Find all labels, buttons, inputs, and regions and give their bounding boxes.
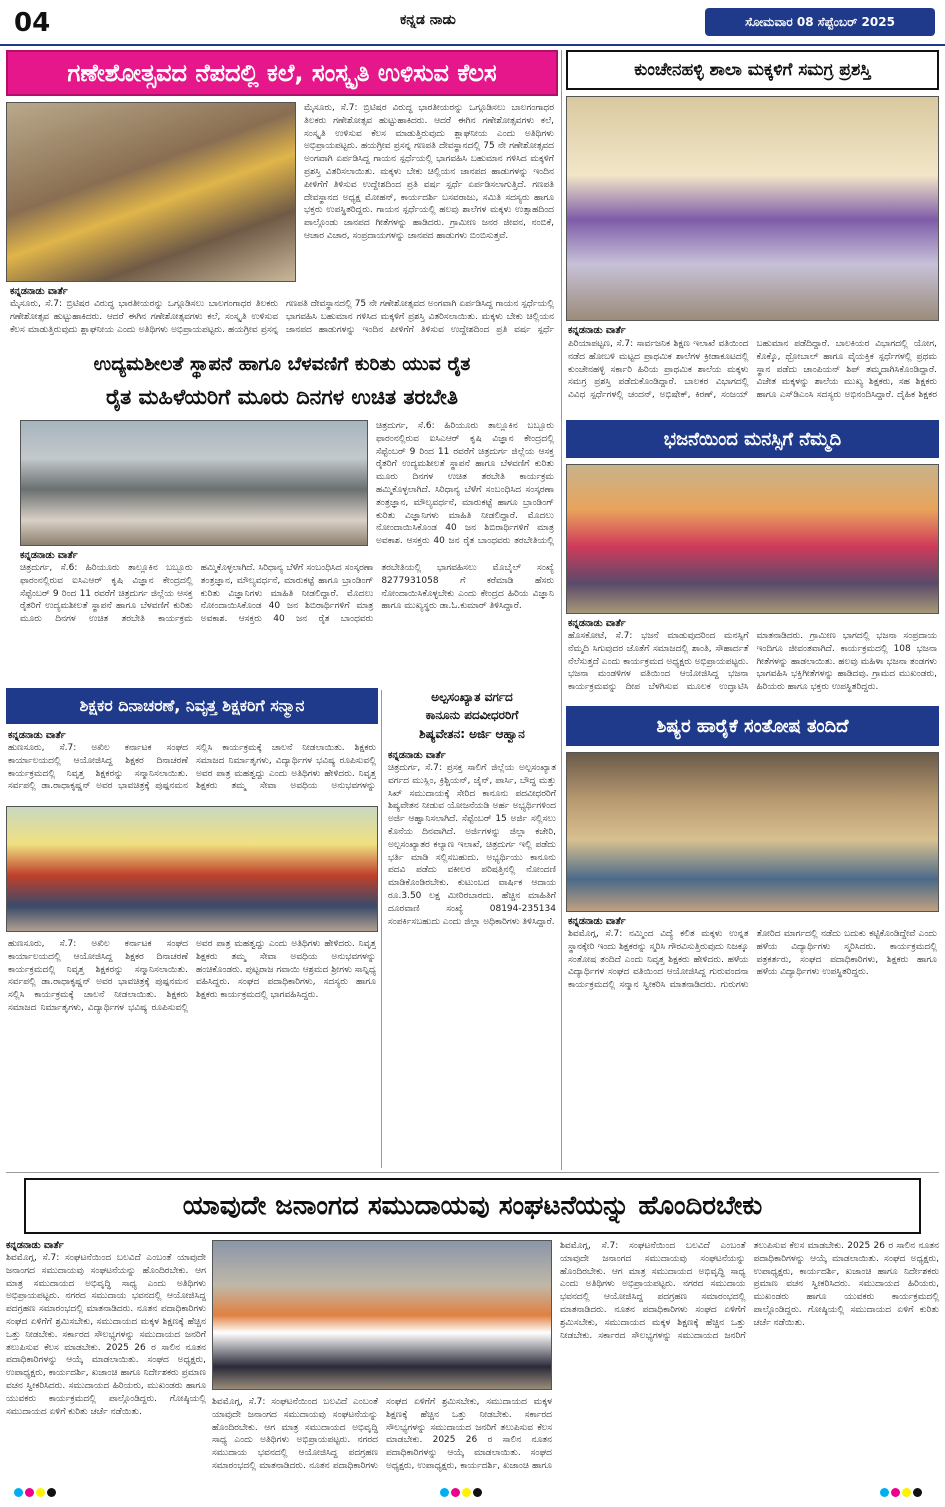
photo-ganeshotsava-prize-distribution bbox=[6, 102, 296, 282]
article-udyamashilate bbox=[6, 348, 558, 684]
body-yavude-under-photo: ಶಿವಮೊಗ್ಗ, ಸೆ.7: ಸಂಘಟನೆಯಿಂದ ಬಲವಿದೆ ಎಂಬಂತೆ ಯಾವುದೇ ಜನಾಂಗದ ಸಮುದಾಯವು ಸಂಘಟನೆಯನ್ನು ಹೊಂದಿರಬೇಕು. ಆಗ ಮಾತ್ರ ಸಮುದಾಯದ ಅಭಿವೃದ್ಧಿ ಸಾಧ್ಯ ಎಂದು ಅತಿಥಿಗಳು ಅಭಿಪ್ರಾಯಪಟ್ಟರು. ನಗರದ ಸಮುದಾಯ ಭವನದಲ್ಲಿ ಆಯೋಜಿಸಿದ್ದ ಪದಗ್ರಹಣ ಸಮಾರಂಭದಲ್ಲಿ ಮಾತನಾಡಿದರು. ನೂತನ ಪದಾಧಿಕಾರಿಗಳು ಸಂಘದ ಏಳಿಗೆಗೆ ಶ್ರಮಿಸಬೇಕು, ಸಮುದಾಯದ ಮಕ್ಕಳ ಶಿಕ್ಷಣಕ್ಕೆ ಹೆಚ್ಚಿನ ಒತ್ತು ನೀಡಬೇಕು. ಸರ್ಕಾರದ ಸೌಲಭ್ಯಗಳನ್ನು ಸಮುದಾಯದ ಜನರಿಗೆ ತಲುಪಿಸುವ ಕೆಲಸ ಮಾಡಬೇಕು. 2025 26 ರ ಸಾಲಿನ ನೂತನ ಪದಾಧಿಕಾರಿಗಳನ್ನು ಆಯ್ಕೆ ಮಾಡಲಾಯಿತು. ಸಂಘದ ಅಧ್ಯಕ್ಷರು, ಉಪಾಧ್ಯಕ್ಷರು, ಕಾರ್ಯದರ್ಶಿ, ಖಜಾಂಚಿ ಹಾಗೂ bbox=[212, 1397, 552, 1471]
headline-udyamashilate-line1: ಉದ್ಯಮಶೀಲತೆ ಸ್ಥಾಪನೆ ಹಾಗೂ ಬೆಳವಣಿಗೆ ಕುರಿತು ಯುವ ರೈತ bbox=[6, 348, 558, 380]
article-alpasankhyata bbox=[386, 688, 558, 1168]
headline-bhajane: ಭಜನೆಯಿಂದ ಮನಸ್ಸಿಗೆ ನೆಮ್ಮದಿ bbox=[566, 420, 939, 458]
body-bhajane: ಹೊಸಕೋಟೆ, ಸೆ.7: ಭಜನೆ ಮಾಡುವುದರಿಂದ ಮನಸ್ಸಿಗೆ ನೆಮ್ಮದಿ ಸಿಗುವುದರ ಜೊತೆಗೆ ಸಮಾಜದಲ್ಲಿ ಶಾಂತಿ, ಸೌಹಾರ್ದತೆ ನೆಲೆಸುತ್ತದೆ ಎಂದು ಕಾರ್ಯಕ್ರಮದ ಅಧ್ಯಕ್ಷರು ಅಭಿಪ್ರಾಯಪಟ್ಟರು. ಭಜನಾ ಮಂಡಳಿಗಳ ವತಿಯಿಂದ ಆಯೋಜಿಸಿದ್ದ ಭಜನಾ ಕಾರ್ಯಕ್ರಮವನ್ನು ದೀಪ ಬೆಳಗಿಸುವ ಮೂಲಕ ಉದ್ಘಾಟಿಸಿ ಮಾತನಾಡಿದರು. ಗ್ರಾಮೀಣ ಭಾಗದಲ್ಲಿ ಭಜನಾ ಸಂಪ್ರದಾಯ ಇಂದಿಗೂ ಜೀವಂತವಾಗಿದೆ. ಕಾರ್ಯಕ್ರಮದಲ್ಲಿ 108 ಭಜನಾ ಗೀತೆಗಳನ್ನು ಹಾಡಲಾಯಿತು. ಹಲವು ಮಹಿಳಾ ಭಜನಾ ತಂಡಗಳು ಭಾಗವಹಿಸಿ ಭಕ್ತಿಗೀತೆಗಳನ್ನು ಹಾಡಿದವು. ಗ್ರಾಮದ ಮುಖಂಡರು, ಹಿರಿಯರು ಹಾಗೂ ಭಕ್ತರು ಉಪಸ್ಥಿತರಿದ್ದರು. bbox=[568, 631, 937, 693]
body-shikshakara: ಹುಣಸೂರು, ಸೆ.7: ಅಖಿಲ ಕರ್ನಾಟಕ ಸಂಘದ ಕಾರ್ಯಾಲಯದಲ್ಲಿ ಆಯೋಜಿಸಿದ್ದ ಶಿಕ್ಷಕರ ದಿನಾಚರಣೆ ಕಾರ್ಯಕ್ರಮದಲ್ಲಿ ನಿವೃತ್ತ ಶಿಕ್ಷಕರನ್ನು ಸನ್ಮಾನಿಸಲಾಯಿತು. ಸರ್ವಪಲ್ಲಿ ಡಾ.ರಾಧಾಕೃಷ್ಣನ್ ಅವರ ಭಾವಚಿತ್ರಕ್ಕೆ ಪುಷ್ಪನಮನ ಸಲ್ಲಿಸಿ ಕಾರ್ಯಕ್ರಮಕ್ಕೆ ಚಾಲನೆ ನೀಡಲಾಯಿತು. ಶಿಕ್ಷಕರು ಸಮಾಜದ ನಿರ್ಮಾತೃಗಳು, ವಿದ್ಯಾರ್ಥಿಗಳ ಭವಿಷ್ಯ ರೂಪಿಸುವಲ್ಲಿ ಅವರ ಪಾತ್ರ ಮಹತ್ವದ್ದು ಎಂದು ಅತಿಥಿಗಳು ಹೇಳಿದರು. ನಿವೃತ್ತ ಶಿಕ್ಷಕರು ತಮ್ಮ ಸೇವಾ ಅವಧಿಯ ಅನುಭವಗಳನ್ನು ಹಂಚಿಕೊಂಡರು. ಪುಟ್ಟರಾಜ ಗವಾಯಿ ಆಶ್ರಮದ ಶ್ರೀಗಳು ಸಾನ್ನಿಧ್ಯ ವಹಿಸಿದ್ದರು. ಸಂಘದ ಪದಾಧಿಕಾರಿಗಳು, ಸದಸ್ಯರು ಹಾಗೂ ಶಿಕ್ಷಕರು ಕಾರ್ಯಕ್ರಮದಲ್ಲಿ ಭಾಗವಹಿಸಿದ್ದರು. bbox=[8, 939, 376, 1013]
headline-alpasankhyata-line2: ಕಾನೂನು ಪದವೀಧರರಿಗೆ bbox=[386, 706, 558, 724]
byline-shikshakara: ಕನ್ನಡನಾಡು ವಾರ್ತೆ bbox=[8, 730, 66, 741]
body-shikshakara-intro: ಹುಣಸೂರು, ಸೆ.7: ಅಖಿಲ ಕರ್ನಾಟಕ ಸಂಘದ ಕಾರ್ಯಾಲಯದಲ್ಲಿ ಆಯೋಜಿಸಿದ್ದ ಶಿಕ್ಷಕರ ದಿನಾಚರಣೆ ಕಾರ್ಯಕ್ರಮದಲ್ಲಿ ನಿವೃತ್ತ ಶಿಕ್ಷಕರನ್ನು ಸನ್ಮಾನಿಸಲಾಯಿತು. ಸರ್ವಪಲ್ಲಿ ಡಾ.ರಾಧಾಕೃಷ್ಣನ್ ಅವರ ಭಾವಚಿತ್ರಕ್ಕೆ ಪುಷ್ಪನಮನ ಸಲ್ಲಿಸಿ ಕಾರ್ಯಕ್ರಮಕ್ಕೆ ಚಾಲನೆ ನೀಡಲಾಯಿತು. ಶಿಕ್ಷಕರು ಸಮಾಜದ ನಿರ್ಮಾತೃಗಳು, ವಿದ್ಯಾರ್ಥಿಗಳ ಭವಿಷ್ಯ ರೂಪಿಸುವಲ್ಲಿ ಅವರ ಪಾತ್ರ ಮಹತ್ವದ್ದು ಎಂದು ಅತಿಥಿಗಳು ಹೇಳಿದರು. ನಿವೃತ್ತ ಶಿಕ್ಷಕರು ತಮ್ಮ ಸೇವಾ ಅವಧಿಯ ಅನುಭವಗಳನ್ನು bbox=[8, 743, 376, 792]
headline-yavude: ಯಾವುದೇ ಜನಾಂಗದ ಸಮುದಾಯವು ಸಂಘಟನೆಯನ್ನು ಹೊಂದಿರಬೇಕು bbox=[24, 1178, 921, 1234]
headline-shikshakara: ಶಿಕ್ಷಕರ ದಿನಾಚರಣೆ, ನಿವೃತ್ತ ಶಿಕ್ಷಕರಿಗೆ ಸನ್ಮಾನ bbox=[6, 688, 378, 724]
article-kunchenahalli bbox=[566, 50, 939, 415]
byline-bhajane: ಕನ್ನಡನಾಡು ವಾರ್ತೆ bbox=[568, 618, 626, 629]
body-ganeshotsava-side: ಮೈಸೂರು, ಸೆ.7: ಬ್ರಿಟಿಷರ ವಿರುದ್ಧ ಭಾರತೀಯರನ್ನು ಒಗ್ಗೂಡಿಸಲು ಬಾಲಗಂಗಾಧರ ತಿಲಕರು ಗಣೇಶೋತ್ಸವ ಹುಟ್ಟುಹಾಕಿದರು. ಆದರೆ ಈಗಿನ ಗಣೇಶೋತ್ಸವಗಳು ಕಲೆ, ಸಂಸ್ಕೃತಿ ಉಳಿಸುವ ಕೆಲಸ ಮಾಡುತ್ತಿರುವುದು ಶ್ಲಾಘನೀಯ ಎಂದು ಅತಿಥಿಗಳು ಅಭಿಪ್ರಾಯಪಟ್ಟರು. ಹಯಗ್ರೀವ ಪ್ರಸನ್ನ ಗಣಪತಿ ದೇವಸ್ಥಾನದಲ್ಲಿ 75 ನೇ ಗಣೇಶೋತ್ಸವದ ಅಂಗವಾಗಿ ಏರ್ಪಡಿಸಿದ್ದ ಗಾಯನ ಸ್ಪರ್ಧೆಯಲ್ಲಿ ಭಾಗವಹಿಸಿ ಬಹುಮಾನ ಗಳಿಸಿದ ಮಕ್ಕಳಿಗೆ ಪ್ರಶಸ್ತಿ ವಿತರಿಸಲಾಯಿತು. ಮಕ್ಕಳು ಬೇಕು ಚಿಲ್ಲಿಯನ ಜಾನಪದ ಹಾಡುಗಳನ್ನು ಇಂದಿನ ಪೀಳಿಗೆಗೆ ತಿಳಿಸುವ ಉದ್ದೇಶದಿಂದ ಪ್ರತಿ ವರ್ಷ ಸ್ಪರ್ಧೆ ಏರ್ಪಡಿಸಲಾಗುತ್ತಿದೆ. ಗಣಪತಿ ದೇವಸ್ಥಾನದ ಅಧ್ಯಕ್ಷ ಮೋಹನ್, ಕಾರ್ಯದರ್ಶಿ ಬಸವರಾಜು, ಸಮಿತಿ ಸದಸ್ಯರು ಹಾಗೂ ಭಕ್ತರು ಉಪಸ್ಥಿತರಿದ್ದರು. ಗಾಯನ ಸ್ಪರ್ಧೆಯಲ್ಲಿ ಹಲವು ಶಾಲೆಗಳ ಮಕ್ಕಳು ಉತ್ಸಾಹದಿಂದ ಪಾಲ್ಗೊಂಡು ಜಾನಪದ ಗೀತೆಗಳನ್ನು ಹಾಡಿದರು. ಗ್ರಾಮೀಣ ಜನರ ಜೀವನ, ನಂಬಿಕೆ, ಆಚಾರ ವಿಚಾರ, ಸಂಪ್ರದಾಯಗಳನ್ನು ಜಾನಪದ ಹಾಡುಗಳು ಬಿಂಬಿಸುತ್ತವೆ. bbox=[304, 103, 554, 241]
photo-shikshakara-felicitation bbox=[6, 806, 378, 932]
headline-shishyara: ಶಿಷ್ಯರ ಹಾರೈಕೆ ಸಂತೋಷ ತಂದಿದೆ bbox=[566, 706, 939, 746]
body-yavude-left: ಶಿವಮೊಗ್ಗ, ಸೆ.7: ಸಂಘಟನೆಯಿಂದ ಬಲವಿದೆ ಎಂಬಂತೆ ಯಾವುದೇ ಜನಾಂಗದ ಸಮುದಾಯವು ಸಂಘಟನೆಯನ್ನು ಹೊಂದಿರಬೇಕು. ಆಗ ಮಾತ್ರ ಸಮುದಾಯದ ಅಭಿವೃದ್ಧಿ ಸಾಧ್ಯ ಎಂದು ಅತಿಥಿಗಳು ಅಭಿಪ್ರಾಯಪಟ್ಟರು. ನಗರದ ಸಮುದಾಯ ಭವನದಲ್ಲಿ ಆಯೋಜಿಸಿದ್ದ ಪದಗ್ರಹಣ ಸಮಾರಂಭದಲ್ಲಿ ಮಾತನಾಡಿದರು. ನೂತನ ಪದಾಧಿಕಾರಿಗಳು ಸಂಘದ ಏಳಿಗೆಗೆ ಶ್ರಮಿಸಬೇಕು, ಸಮುದಾಯದ ಮಕ್ಕಳ ಶಿಕ್ಷಣಕ್ಕೆ ಹೆಚ್ಚಿನ ಒತ್ತು ನೀಡಬೇಕು. ಸರ್ಕಾರದ ಸೌಲಭ್ಯಗಳನ್ನು ಸಮುದಾಯದ ಜನರಿಗೆ ತಲುಪಿಸುವ ಕೆಲಸ ಮಾಡಬೇಕು. 2025 26 ರ ಸಾಲಿನ ನೂತನ ಪದಾಧಿಕಾರಿಗಳನ್ನು ಆಯ್ಕೆ ಮಾಡಲಾಯಿತು. ಸಂಘದ ಅಧ್ಯಕ್ಷರು, ಉಪಾಧ್ಯಕ್ಷರು, ಕಾರ್ಯದರ್ಶಿ, ಖಜಾಂಚಿ ಹಾಗೂ ನಿರ್ದೇಶಕರು ಪ್ರಮಾಣ ವಚನ ಸ್ವೀಕರಿಸಿದರು. ಸಮುದಾಯದ ಹಿರಿಯರು, ಮುಖಂಡರು ಹಾಗೂ ಯುವಕರು ಕಾರ್ಯಕ್ರಮದಲ್ಲಿ ಪಾಲ್ಗೊಂಡಿದ್ದರು. ಗೋಷ್ಠಿಯಲ್ಲಿ ಸಮುದಾಯದ ಏಳಿಗೆ ಕುರಿತು ಚರ್ಚೆ ನಡೆಯಿತು. bbox=[6, 1253, 206, 1417]
section-rule bbox=[6, 1172, 939, 1173]
body-shishyara: ಶಿವಮೊಗ್ಗ, ಸೆ.7: ನಮ್ಮಿಂದ ವಿದ್ಯೆ ಕಲಿತ ಮಕ್ಕಳು ಉನ್ನತ ಸ್ಥಾನಕ್ಕೇರಿ ಇಂದು ಶಿಕ್ಷಕರನ್ನು ಸ್ಮರಿಸಿ ಗೌರವಿಸುತ್ತಿರುವುದು ನಿಜಕ್ಕೂ ಸಂತೋಷ ತಂದಿದೆ ಎಂದು ನಿವೃತ್ತ ಶಿಕ್ಷಕರು ಹೇಳಿದರು. ಹಳೆಯ ವಿದ್ಯಾರ್ಥಿಗಳ ಸಂಘದ ವತಿಯಿಂದ ಆಯೋಜಿಸಿದ್ದ ಗುರುವಂದನಾ ಕಾರ್ಯಕ್ರಮದಲ್ಲಿ ಸನ್ಮಾನ ಸ್ವೀಕರಿಸಿ ಮಾತನಾಡಿದರು. ಗುರುಗಳು ತೋರಿದ ಮಾರ್ಗದಲ್ಲಿ ನಡೆದು ಬದುಕು ಕಟ್ಟಿಕೊಂಡಿದ್ದೇವೆ ಎಂದು ಹಳೆಯ ವಿದ್ಯಾರ್ಥಿಗಳು ಸ್ಮರಿಸಿದರು. ಕಾರ್ಯಕ್ರಮದಲ್ಲಿ ಪತ್ರಕರ್ತರು, ಸಂಘದ ಪದಾಧಿಕಾರಿಗಳು, ಶಿಕ್ಷಕರು ಹಾಗೂ ಹಳೆಯ ವಿದ್ಯಾರ್ಥಿಗಳು ಉಪಸ್ಥಿತರಿದ್ದರು. bbox=[568, 929, 937, 991]
headline-ganeshotsava: ಗಣೇಶೋತ್ಸವದ ನೆಪದಲ್ಲಿ ಕಲೆ, ಸಂಸ್ಕೃತಿ ಉಳಿಸುವ ಕೆಲಸ bbox=[6, 50, 558, 96]
article-shishyara bbox=[566, 706, 939, 1168]
body-udyamashilate: ಚಿತ್ರದುರ್ಗ, ಸೆ.6: ಹಿರಿಯೂರು ತಾಲ್ಲೂಕಿನ ಬಬ್ಬೂರು ಫಾರಂನಲ್ಲಿರುವ ಐಸಿಎಆರ್ ಕೃಷಿ ವಿಜ್ಞಾನ ಕೇಂದ್ರದಲ್ಲಿ ಸೆಪ್ಟೆಂಬರ್ 9 ರಿಂದ 11 ರವರೆಗೆ ಚಿತ್ರದುರ್ಗ ಜಿಲ್ಲೆಯ ಆಸಕ್ತ ರೈತರಿಗೆ ಉದ್ಯಮಶೀಲತೆ ಸ್ಥಾಪನೆ ಹಾಗೂ ಬೆಳವಣಿಗೆ ಕುರಿತು ಮೂರು ದಿನಗಳ ಉಚಿತ ತರಬೇತಿ ಕಾರ್ಯಕ್ರಮ ಹಮ್ಮಿಕೊಳ್ಳಲಾಗಿದೆ. ಸಿರಿಧಾನ್ಯ ಬೆಳೆಗೆ ಸಂಬಂಧಿಸಿದ ಸಂಸ್ಕರಣಾ ತಂತ್ರಜ್ಞಾನ, ಮೌಲ್ಯವರ್ಧನೆ, ಮಾರುಕಟ್ಟೆ ಹಾಗೂ ಬ್ರಾಂಡಿಂಗ್ ಕುರಿತು ವಿಜ್ಞಾನಿಗಳು ಮಾಹಿತಿ ನೀಡಲಿದ್ದಾರೆ. ಮೊದಲು ನೋಂದಾಯಿಸಿಕೊಂಡ 40 ಜನ ಶಿಬಿರಾರ್ಥಿಗಳಿಗೆ ಮಾತ್ರ ಅವಕಾಶ. ಆಸಕ್ತರು 40 ಜನ ರೈತ ಬಾಂಧವರು ತರಬೇತಿಯಲ್ಲಿ ಭಾಗವಹಿಸಲು ಮೊಬೈಲ್ ಸಂಖ್ಯೆ 8277931058 ಗೆ ಕರೆಮಾಡಿ ಹೆಸರು ನೋಂದಾಯಿಸಿಕೊಳ್ಳಬೇಕು ಎಂದು ಕೇಂದ್ರದ ಹಿರಿಯ ವಿಜ್ಞಾನಿ ಹಾಗೂ ಮುಖ್ಯಸ್ಥರು ಡಾ.ಓ.ಕುಮಾರ್ ತಿಳಿಸಿದ್ದಾರೆ. bbox=[20, 563, 554, 625]
article-bhajane bbox=[566, 420, 939, 700]
photo-yavude-stage bbox=[212, 1240, 552, 1390]
headline-alpasankhyata-line3: ಶಿಷ್ಯವೇತನ: ಅರ್ಜಿ ಆಹ್ವಾನ bbox=[386, 724, 558, 744]
newspaper-brand: ಕನ್ನಡ ನಾಡು bbox=[400, 12, 456, 28]
photo-bhajane-lamp-lighting bbox=[566, 464, 939, 614]
byline-kunchenahalli: ಕನ್ನಡನಾಡು ವಾರ್ತೆ bbox=[568, 325, 626, 336]
column-rule bbox=[381, 690, 382, 1168]
registration-marks-left bbox=[14, 1488, 56, 1497]
byline-shishyara: ಕನ್ನಡನಾಡು ವಾರ್ತೆ bbox=[568, 916, 626, 927]
body-ganeshotsava: ಮೈಸೂರು, ಸೆ.7: ಬ್ರಿಟಿಷರ ವಿರುದ್ಧ ಭಾರತೀಯರನ್ನು ಒಗ್ಗೂಡಿಸಲು ಬಾಲಗಂಗಾಧರ ತಿಲಕರು ಗಣೇಶೋತ್ಸವ ಹುಟ್ಟುಹಾಕಿದರು. ಆದರೆ ಈಗಿನ ಗಣೇಶೋತ್ಸವಗಳು ಕಲೆ, ಸಂಸ್ಕೃತಿ ಉಳಿಸುವ ಕೆಲಸ ಮಾಡುತ್ತಿರುವುದು ಶ್ಲಾಘನೀಯ ಎಂದು ಅತಿಥಿಗಳು ಅಭಿಪ್ರಾಯಪಟ್ಟರು. ಹಯಗ್ರೀವ ಪ್ರಸನ್ನ ಗಣಪತಿ ದೇವಸ್ಥಾನದಲ್ಲಿ 75 ನೇ ಗಣೇಶೋತ್ಸವದ ಅಂಗವಾಗಿ ಏರ್ಪಡಿಸಿದ್ದ ಗಾಯನ ಸ್ಪರ್ಧೆಯಲ್ಲಿ ಭಾಗವಹಿಸಿ ಬಹುಮಾನ ಗಳಿಸಿದ ಮಕ್ಕಳಿಗೆ ಪ್ರಶಸ್ತಿ ವಿತರಿಸಲಾಯಿತು. ಮಕ್ಕಳು ಬೇಕು ಚಿಲ್ಲಿಯನ ಜಾನಪದ ಹಾಡುಗಳನ್ನು ಇಂದಿನ ಪೀಳಿಗೆಗೆ ತಿಳಿಸುವ ಉದ್ದೇಶದಿಂದ ಪ್ರತಿ ವರ್ಷ ಸ್ಪರ್ಧೆ bbox=[10, 299, 554, 335]
registration-marks-center bbox=[440, 1488, 482, 1497]
byline-alpasankhyata: ಕನ್ನಡನಾಡು ವಾರ್ತೆ bbox=[388, 750, 446, 761]
headline-kunchenahalli: ಕುಂಚೇನಹಳ್ಳಿ ಶಾಲಾ ಮಕ್ಕಳಿಗೆ ಸಮಗ್ರ ಪ್ರಶಸ್ತಿ bbox=[566, 50, 939, 90]
headline-alpasankhyata-line1: ಅಲ್ಪಸಂಖ್ಯಾತ ವರ್ಗದ bbox=[386, 688, 558, 706]
body-udyamashilate-side: ಚಿತ್ರದುರ್ಗ, ಸೆ.6: ಹಿರಿಯೂರು ತಾಲ್ಲೂಕಿನ ಬಬ್ಬೂರು ಫಾರಂನಲ್ಲಿರುವ ಐಸಿಎಆರ್ ಕೃಷಿ ವಿಜ್ಞಾನ ಕೇಂದ್ರದಲ್ಲಿ ಸೆಪ್ಟೆಂಬರ್ 9 ರಿಂದ 11 ರವರೆಗೆ ಚಿತ್ರದುರ್ಗ ಜಿಲ್ಲೆಯ ಆಸಕ್ತ ರೈತರಿಗೆ ಉದ್ಯಮಶೀಲತೆ ಸ್ಥಾಪನೆ ಹಾಗೂ ಬೆಳವಣಿಗೆ ಕುರಿತು ಮೂರು ದಿನಗಳ ಉಚಿತ ತರಬೇತಿ ಕಾರ್ಯಕ್ರಮ ಹಮ್ಮಿಕೊಳ್ಳಲಾಗಿದೆ. ಸಿರಿಧಾನ್ಯ ಬೆಳೆಗೆ ಸಂಬಂಧಿಸಿದ ಸಂಸ್ಕರಣಾ ತಂತ್ರಜ್ಞಾನ, ಮೌಲ್ಯವರ್ಧನೆ, ಮಾರುಕಟ್ಟೆ ಹಾಗೂ ಬ್ರಾಂಡಿಂಗ್ ಕುರಿತು ವಿಜ್ಞಾನಿಗಳು ಮಾಹಿತಿ ನೀಡಲಿದ್ದಾರೆ. ಮೊದಲು ನೋಂದಾಯಿಸಿಕೊಂಡ 40 ಜನ ಶಿಬಿರಾರ್ಥಿಗಳಿಗೆ ಮಾತ್ರ ಅವಕಾಶ. ಆಸಕ್ತರು 40 ಜನ ರೈತ ಬಾಂಧವರು ತರಬೇತಿಯಲ್ಲಿ bbox=[376, 421, 554, 546]
registration-marks-right bbox=[880, 1488, 922, 1497]
headline-udyamashilate-line2: ರೈತ ಮಹಿಳೆಯರಿಗೆ ಮೂರು ದಿನಗಳ ಉಚಿತ ತರಬೇತಿ bbox=[6, 380, 558, 414]
body-kunchenahalli: ಪಿರಿಯಾಪಟ್ಟಣ, ಸೆ.7: ಸಾರ್ವಜನಿಕ ಶಿಕ್ಷಣ ಇಲಾಖೆ ವತಿಯಿಂದ ನಡೆದ ಹೋಬಳಿ ಮಟ್ಟದ ಪ್ರಾಥಮಿಕ ಶಾಲೆಗಳ ಕ್ರೀಡಾಕೂಟದಲ್ಲಿ ಕುಂಚೇನಹಳ್ಳಿ ಸರ್ಕಾರಿ ಹಿರಿಯ ಪ್ರಾಥಮಿಕ ಶಾಲೆಯ ಮಕ್ಕಳು ಸಮಗ್ರ ಪ್ರಶಸ್ತಿ ಪಡೆದುಕೊಂಡಿದ್ದಾರೆ. ಬಾಲಕರ ವಿಭಾಗದಲ್ಲಿ ವಿವಿಧ ಸ್ಪರ್ಧೆಗಳಲ್ಲಿ ಚಂದನ್, ಅಭಿಷೇಕ್, ಕಿರಣ್, ಸಂಜಯ್ ಬಹುಮಾನ ಪಡೆದಿದ್ದಾರೆ. ಬಾಲಕಿಯರ ವಿಭಾಗದಲ್ಲಿ ಯೋಗ, ಕೊಕ್ಕೊ, ಥ್ರೋಬಾಲ್ ಹಾಗೂ ವೈಯಕ್ತಿಕ ಸ್ಪರ್ಧೆಗಳಲ್ಲಿ ಪ್ರಥಮ ಸ್ಥಾನ ಪಡೆದು ಚಾಂಪಿಯನ್ ಶಿಪ್ ತಮ್ಮದಾಗಿಸಿಕೊಂಡಿದ್ದಾರೆ. ವಿಜೇತ ಮಕ್ಕಳನ್ನು ಶಾಲೆಯ ಮುಖ್ಯ ಶಿಕ್ಷಕರು, ಸಹ ಶಿಕ್ಷಕರು ಹಾಗೂ ಎಸ್‌ಡಿಎಂಸಿ ಸದಸ್ಯರು ಅಭಿನಂದಿಸಿದ್ದಾರೆ. ದೈಹಿಕ ಶಿಕ್ಷಕರ bbox=[568, 339, 937, 401]
page-number: 04 bbox=[14, 8, 51, 38]
byline-ganeshotsava: ಕನ್ನಡನಾಡು ವಾರ್ತೆ bbox=[10, 286, 68, 297]
byline-udyamashilate: ಕನ್ನಡನಾಡು ವಾರ್ತೆ bbox=[20, 550, 78, 561]
column-rule bbox=[561, 50, 562, 1170]
byline-yavude: ಕನ್ನಡನಾಡು ವಾರ್ತೆ bbox=[6, 1240, 64, 1251]
body-yavude-right: ಶಿವಮೊಗ್ಗ, ಸೆ.7: ಸಂಘಟನೆಯಿಂದ ಬಲವಿದೆ ಎಂಬಂತೆ ಯಾವುದೇ ಜನಾಂಗದ ಸಮುದಾಯವು ಸಂಘಟನೆಯನ್ನು ಹೊಂದಿರಬೇಕು. ಆಗ ಮಾತ್ರ ಸಮುದಾಯದ ಅಭಿವೃದ್ಧಿ ಸಾಧ್ಯ ಎಂದು ಅತಿಥಿಗಳು ಅಭಿಪ್ರಾಯಪಟ್ಟರು. ನಗರದ ಸಮುದಾಯ ಭವನದಲ್ಲಿ ಆಯೋಜಿಸಿದ್ದ ಪದಗ್ರಹಣ ಸಮಾರಂಭದಲ್ಲಿ ಮಾತನಾಡಿದರು. ನೂತನ ಪದಾಧಿಕಾರಿಗಳು ಸಂಘದ ಏಳಿಗೆಗೆ ಶ್ರಮಿಸಬೇಕು, ಸಮುದಾಯದ ಮಕ್ಕಳ ಶಿಕ್ಷಣಕ್ಕೆ ಹೆಚ್ಚಿನ ಒತ್ತು ನೀಡಬೇಕು. ಸರ್ಕಾರದ ಸೌಲಭ್ಯಗಳನ್ನು ಸಮುದಾಯದ ಜನರಿಗೆ ತಲುಪಿಸುವ ಕೆಲಸ ಮಾಡಬೇಕು. 2025 26 ರ ಸಾಲಿನ ನೂತನ ಪದಾಧಿಕಾರಿಗಳನ್ನು ಆಯ್ಕೆ ಮಾಡಲಾಯಿತು. ಸಂಘದ ಅಧ್ಯಕ್ಷರು, ಉಪಾಧ್ಯಕ್ಷರು, ಕಾರ್ಯದರ್ಶಿ, ಖಜಾಂಚಿ ಹಾಗೂ ನಿರ್ದೇಶಕರು ಪ್ರಮಾಣ ವಚನ ಸ್ವೀಕರಿಸಿದರು. ಸಮುದಾಯದ ಹಿರಿಯರು, ಮುಖಂಡರು ಹಾಗೂ ಯುವಕರು ಕಾರ್ಯಕ್ರಮದಲ್ಲಿ ಪಾಲ್ಗೊಂಡಿದ್ದರು. ಗೋಷ್ಠಿಯಲ್ಲಿ ಸಮುದಾಯದ ಏಳಿಗೆ ಕುರಿತು ಚರ್ಚೆ ನಡೆಯಿತು. bbox=[560, 1241, 939, 1341]
article-ganeshotsava bbox=[6, 50, 558, 346]
photo-shishyara-guruvandane bbox=[566, 752, 939, 912]
photo-kunchenahalli-students bbox=[566, 96, 939, 321]
article-shikshakara bbox=[6, 688, 378, 1168]
masthead bbox=[0, 0, 945, 46]
photo-udyamashilate-group bbox=[20, 420, 368, 546]
article-yavude bbox=[6, 1178, 939, 1478]
dateline: ಸೋಮವಾರ 08 ಸೆಪ್ಟೆಂಬರ್ 2025 bbox=[705, 8, 935, 36]
body-alpasankhyata: ಚಿತ್ರದುರ್ಗ, ಸೆ.7: ಪ್ರಸಕ್ತ ಸಾಲಿಗೆ ಜಿಲ್ಲೆಯ ಅಲ್ಪಸಂಖ್ಯಾತ ವರ್ಗದ ಮುಸ್ಲಿಂ, ಕ್ರಿಶ್ಚಿಯನ್, ಜೈನ್, ಪಾರ್ಸಿ, ಬೌದ್ಧ ಮತ್ತು ಸಿಖ್ ಸಮುದಾಯಕ್ಕೆ ಸೇರಿದ ಕಾನೂನು ಪದವೀಧರರಿಗೆ ಶಿಷ್ಯವೇತನ ನೀಡುವ ಯೋಜನೆಯಡಿ ಅರ್ಹ ಅಭ್ಯರ್ಥಿಗಳಿಂದ ಅರ್ಜಿ ಆಹ್ವಾನಿಸಲಾಗಿದೆ. ಸೆಪ್ಟೆಂಬರ್ 15 ಅರ್ಜಿ ಸಲ್ಲಿಸಲು ಕೊನೆಯ ದಿನವಾಗಿದೆ. ಅರ್ಜಿಗಳನ್ನು ಜಿಲ್ಲಾ ಕಚೇರಿ, ಅಲ್ಪಸಂಖ್ಯಾತರ ಕಲ್ಯಾಣ ಇಲಾಖೆ, ಚಿತ್ರದುರ್ಗ ಇಲ್ಲಿ ಪಡೆದು ಭರ್ತಿ ಮಾಡಿ ಸಲ್ಲಿಸಬಹುದು. ಅಭ್ಯರ್ಥಿಯು ಕಾನೂನು ಪದವಿ ಪಡೆದು ವಕೀಲರ ಪರಿಷತ್ತಿನಲ್ಲಿ ನೋಂದಣಿ ಮಾಡಿಕೊಂಡಿರಬೇಕು. ಕುಟುಂಬದ ವಾರ್ಷಿಕ ಆದಾಯ ರೂ.3.50 ಲಕ್ಷ ಮೀರಿರಬಾರದು. ಹೆಚ್ಚಿನ ಮಾಹಿತಿಗೆ ದೂರವಾಣಿ ಸಂಖ್ಯೆ 08194-235134 ಸಂಪರ್ಕಿಸಬಹುದು ಎಂದು ಜಿಲ್ಲಾ ಅಧಿಕಾರಿಗಳು ತಿಳಿಸಿದ್ದಾರೆ. bbox=[388, 763, 556, 927]
